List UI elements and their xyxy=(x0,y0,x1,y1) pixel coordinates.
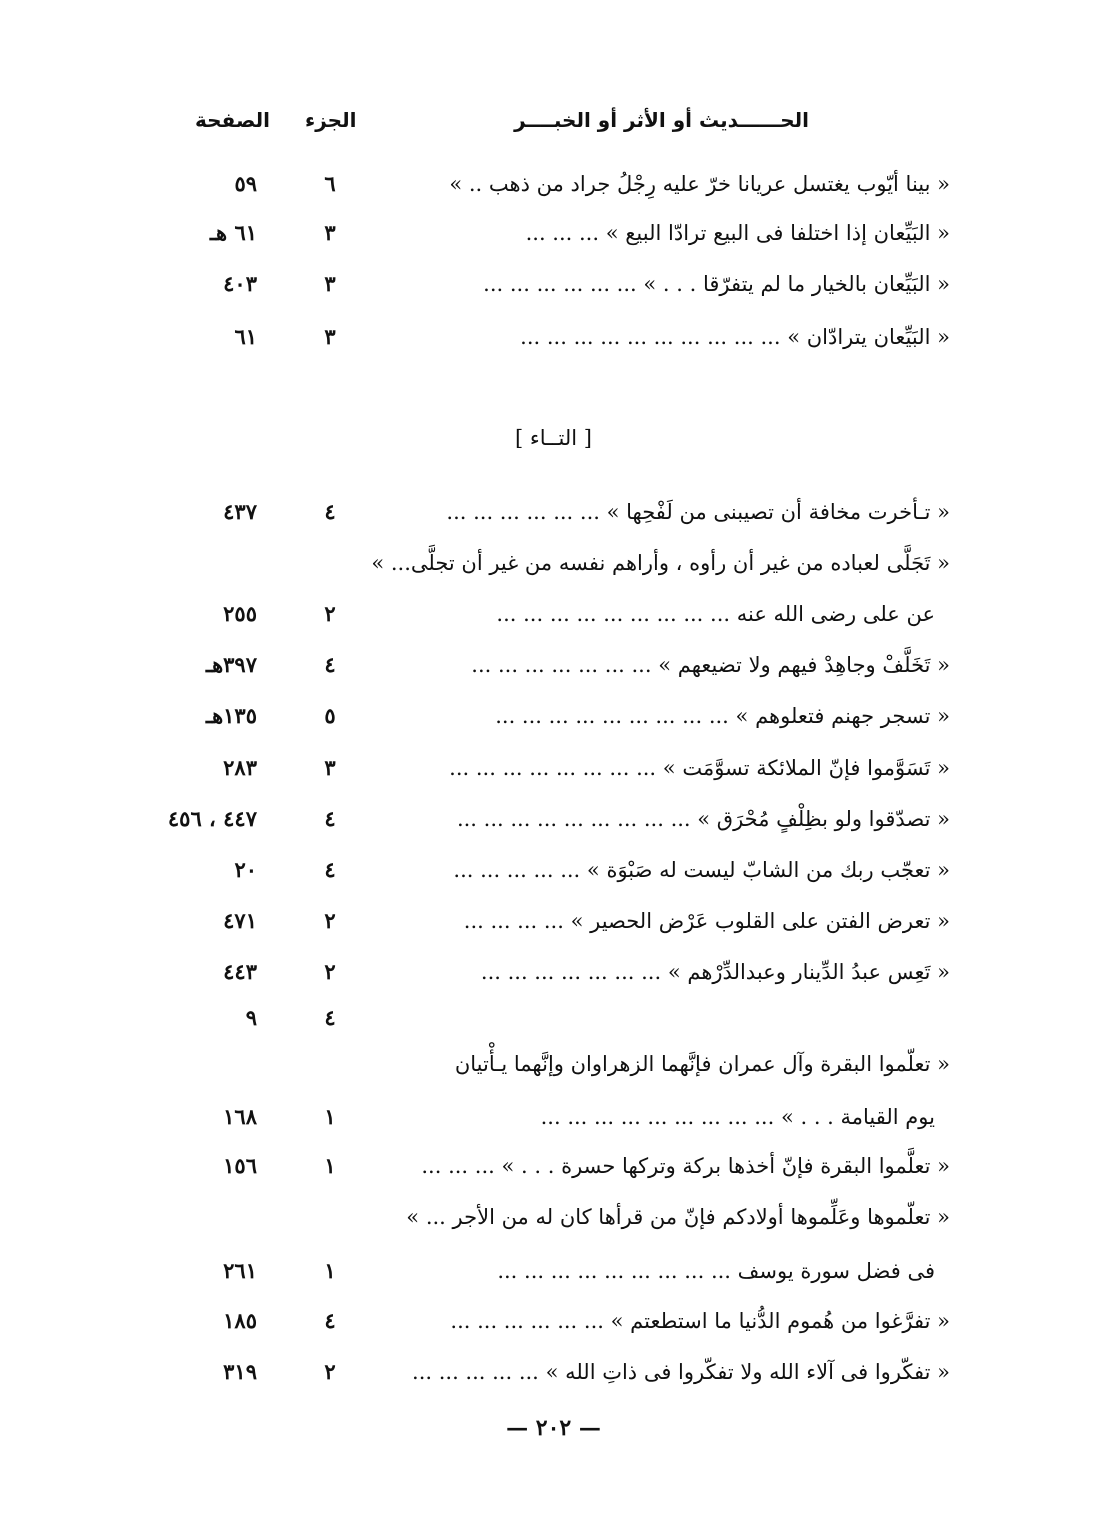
entry-volume: ٥ xyxy=(324,703,336,728)
entry-volume: ١ xyxy=(324,1153,336,1178)
entry-volume: ٢ xyxy=(324,959,336,984)
entry-page: ٤٠٣ xyxy=(223,271,257,296)
entry-page: ١٦٨ xyxy=(223,1104,257,1129)
table-row xyxy=(0,901,1107,941)
section-heading: [ التــاء ] xyxy=(515,426,592,450)
entry-page: ٣١٩ xyxy=(223,1359,257,1384)
page-number: — ٢٠٢ — xyxy=(506,1415,601,1441)
entry-text: عن على رضى الله عنه ... ... ... ... ... ... ... ... ... xyxy=(496,602,935,626)
table-row xyxy=(0,1197,1107,1237)
table-row xyxy=(0,317,1107,357)
table-row xyxy=(0,1301,1107,1341)
entry-page: ١٨٥ xyxy=(223,1308,257,1333)
entry-page: ٤٣٧ xyxy=(223,499,257,524)
entry-volume: ٢ xyxy=(324,1359,336,1384)
entry-page: ٦١ xyxy=(234,324,257,349)
entry-volume: ٦ xyxy=(324,171,336,196)
entry-page: ١٥٦ xyxy=(223,1153,257,1178)
entry-page: ٢٦١ xyxy=(223,1258,257,1283)
entry-page: ٤٧١ xyxy=(223,908,257,933)
entry-volume: ٤ xyxy=(324,857,336,882)
entry-text: « تَعِس عبدُ الدِّينار وعبدالدِّرْهم » ... ... ... ... ... ... ... xyxy=(480,960,950,984)
entry-volume: ٤ xyxy=(324,652,336,677)
entry-text: « البَيِّعان إذا اختلفا فى البيع ترادّا البيع » ... ... ... xyxy=(525,221,950,245)
entry-text: فى فضل سورة يوسف ... ... ... ... ... ... ... ... ... xyxy=(497,1259,935,1283)
table-row xyxy=(0,748,1107,788)
table-row xyxy=(0,1146,1107,1186)
entry-text: « تَجَلَّى لعباده من غير أن رأوه ، وأراهم نفسه من غير أن تجلَّى... » xyxy=(371,551,950,575)
table-row xyxy=(0,543,1107,583)
entry-text: « تعلّموها وعَلِّموها أولادكم فإنّ من قرأها كان له من الأجر ... » xyxy=(406,1205,950,1229)
entry-page: ٢٠ xyxy=(234,857,257,882)
table-row xyxy=(0,594,1107,634)
entry-page: ٥٩ xyxy=(234,171,257,196)
entry-text: « تعرض الفتن على القلوب عَرْض الحصير » ... ... ... ... xyxy=(463,909,950,933)
entry-volume: ٢ xyxy=(324,601,336,626)
entry-volume: ٤ xyxy=(324,806,336,831)
column-header-text: الحــــــديث أو الأثر أو الخبــــر xyxy=(514,108,809,132)
entry-volume: ٣ xyxy=(324,324,336,349)
column-header-page: الصفحة xyxy=(195,108,271,132)
entry-text: « بينا أيّوب يغتسل عريانا خرّ عليه رِجْلُ جراد من ذهب .. » xyxy=(449,172,950,196)
table-row xyxy=(0,1044,1107,1084)
table-row xyxy=(0,645,1107,685)
table-row xyxy=(0,164,1107,204)
entry-volume: ٢ xyxy=(324,908,336,933)
table-row xyxy=(0,952,1107,992)
table-row xyxy=(0,850,1107,890)
entry-page: ١٣٥هـ xyxy=(205,703,257,728)
entry-volume: ٣ xyxy=(324,271,336,296)
entry-text: « تـأخرت مخافة أن تصيبنى من لَفْحِها » ... ... ... ... ... ... xyxy=(446,500,950,524)
entry-text: « تَسَوَّموا فإنّ الملائكة تسوَّمَت » ... ... ... ... ... ... ... ... xyxy=(449,756,950,780)
table-row xyxy=(0,1352,1107,1392)
entry-volume: ١ xyxy=(324,1258,336,1283)
table-row xyxy=(0,1251,1107,1291)
column-header-volume: الجزء xyxy=(305,108,357,132)
entry-volume: ٤ xyxy=(324,499,336,524)
entry-page: ٩ xyxy=(245,1005,257,1030)
entry-text: يوم القيامة . . . » ... ... ... ... ... ... ... ... ... xyxy=(540,1105,935,1129)
table-row xyxy=(0,1097,1107,1137)
entry-page: ٦١ هـ xyxy=(209,220,257,245)
table-row xyxy=(0,264,1107,304)
entry-text: « تسجر جهنم فتعلوهم » ... ... ... ... ... ... ... ... ... xyxy=(495,704,950,728)
entry-text: « تعلّموا البقرة وآل عمران فإنَّهما الزهراوان وإنَّهما يـأْتيان xyxy=(454,1052,950,1076)
entry-volume: ٣ xyxy=(324,220,336,245)
table-row xyxy=(0,696,1107,736)
table-row xyxy=(0,998,1107,1038)
entry-volume: ١ xyxy=(324,1104,336,1129)
entry-text: « البَيِّعان يترادّان » ... ... ... ... ... ... ... ... ... ... xyxy=(520,325,950,349)
entry-volume: ٣ xyxy=(324,755,336,780)
table-row xyxy=(0,799,1107,839)
table-row xyxy=(0,213,1107,253)
entry-volume: ٤ xyxy=(324,1308,336,1333)
entry-text: « تفكّروا فى آلاء الله ولا تفكّروا فى ذاتِ الله » ... ... ... ... ... xyxy=(412,1360,950,1384)
entry-text: « تعلَّموا البقرة فإنّ أخذها بركة وتركها حسرة . . . » ... ... ... xyxy=(421,1154,950,1178)
entry-text: « تفرَّغوا من هُموم الدُّنيا ما استطعتم » ... ... ... ... ... ... xyxy=(450,1309,950,1333)
entry-text: « تعجّب ربك من الشابّ ليست له صَبْوَة » ... ... ... ... ... xyxy=(453,858,950,882)
entry-volume: ٤ xyxy=(324,1005,336,1030)
entry-text: « البَيِّعان بالخيار ما لم يتفرّقا . . . » ... ... ... ... ... ... xyxy=(483,272,950,296)
table-row xyxy=(0,492,1107,532)
entry-page: ٢٥٥ xyxy=(223,601,257,626)
entry-page: ٤٤٣ xyxy=(223,959,257,984)
entry-page: ٢٨٣ xyxy=(223,755,257,780)
entry-page: ٣٩٧هـ xyxy=(205,652,257,677)
entry-text: « تَخَلَّفْ وجاهِدْ فيهم ولا تضيعهم » ... ... ... ... ... ... ... xyxy=(471,653,950,677)
entry-text: « تصدّقوا ولو بظِلْفٍ مُحْرَق » ... ... ... ... ... ... ... ... ... xyxy=(456,807,950,831)
entry-page: ٤٤٧ ، ٤٥٦ xyxy=(167,806,257,831)
